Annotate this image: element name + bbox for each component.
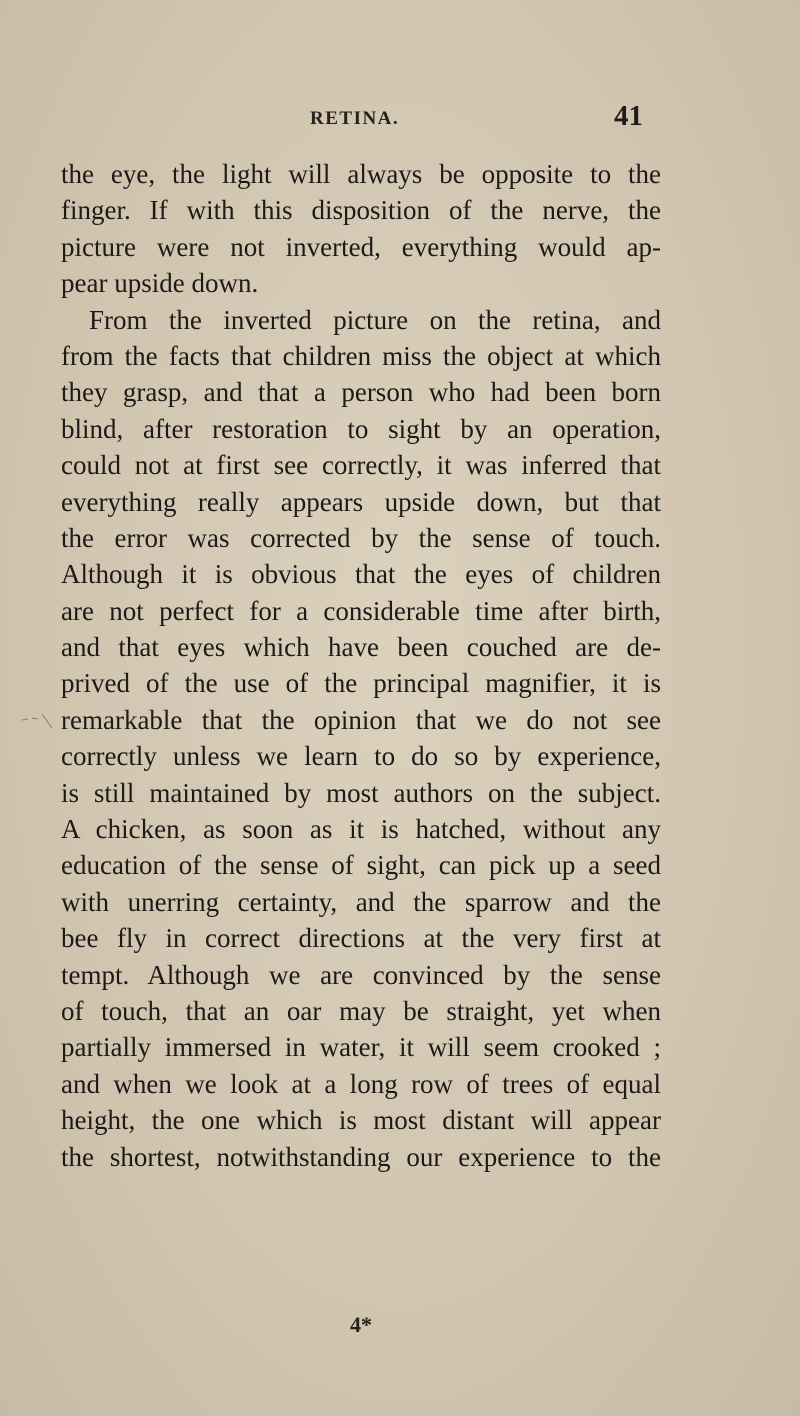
pencil-mark-icon — [20, 710, 60, 734]
text-line: they grasp, and that a person who had been born — [61, 377, 661, 408]
signature-mark: 4* — [350, 1312, 372, 1337]
text-line: picture were not inverted, everything would ap- — [61, 231, 661, 262]
text-line: of touch, that an oar may be straight, yet when — [61, 995, 661, 1026]
text-line: height, the one which is most distant will appear — [61, 1105, 661, 1136]
text-line: correctly unless we learn to do so by experience, — [61, 741, 661, 772]
text-line: tempt. Although we are convinced by the sense — [61, 959, 661, 990]
page-header — [0, 100, 800, 134]
text-line: is still maintained by most authors on the subject. — [61, 777, 661, 808]
text-line: partially immersed in water, it will seem crooked ; — [61, 1032, 661, 1063]
text-line: from the facts that children miss the object at which — [61, 340, 661, 371]
text-line: could not at first see correctly, it was inferred that — [61, 450, 661, 481]
text-line: education of the sense of sight, can pick up a seed — [61, 850, 661, 881]
text-line: blind, after restoration to sight by an operation, — [61, 413, 661, 444]
running-title: RETINA. — [310, 108, 400, 129]
text-line: the eye, the light will always be opposite to the — [61, 159, 661, 189]
text-line: remarkable that the opinion that we do not see — [61, 704, 661, 735]
text-line: and that eyes which have been couched are de- — [61, 632, 661, 663]
text-line: finger. If with this disposition of the nerve, the — [61, 195, 661, 226]
text-line: the error was corrected by the sense of touch. — [61, 522, 661, 553]
page-number: 41 — [614, 100, 643, 132]
text-line: bee fly in correct directions at the very first at — [61, 923, 661, 954]
text-line: From the inverted picture on the retina, and — [89, 304, 661, 335]
text-line: prived of the use of the principal magnifier, it is — [61, 668, 661, 699]
text-line: A chicken, as soon as it is hatched, without any — [61, 814, 661, 845]
text-line: are not perfect for a considerable time after birth, — [61, 595, 661, 626]
text-line: pear upside down. — [61, 268, 259, 299]
text-line: everything really appears upside down, but that — [61, 486, 661, 517]
text-line: with unerring certainty, and the sparrow and the — [61, 886, 661, 917]
text-line: and when we look at a long row of trees of equal — [61, 1068, 661, 1099]
text-line: Although it is obvious that the eyes of children — [61, 559, 661, 590]
text-line: the shortest, notwithstanding our experience to the — [61, 1141, 661, 1172]
body-text — [61, 156, 661, 1175]
